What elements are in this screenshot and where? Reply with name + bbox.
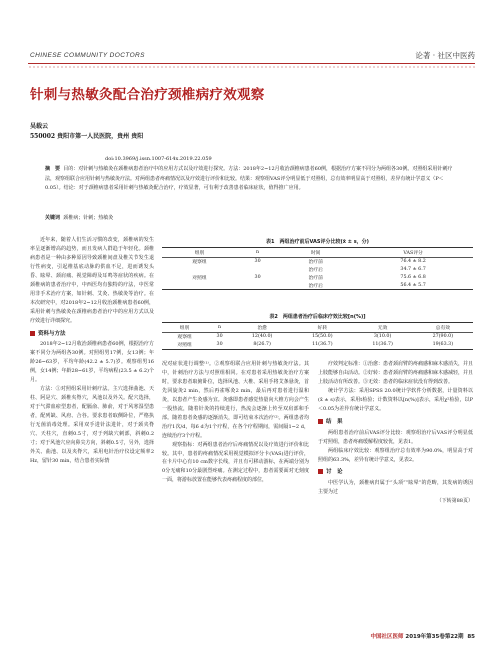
- col2-paragraph-1: 况对症状进行调整⁽¹⁾。②观察组联合应用针刺与热敏灸疗法。其中，针刺治疗方法与对照组相同。在对患者采用热敏灸治疗方案时，要求患者取俯卧位，选择风池、大椎、采用手将艾条悬灸，首先回旋灸2 min，然后再雀啄灸2 min，最后再对患者进行温和灸，以患者产生灸感为宜。灸感即患者感觉热量向大椎方向会产生一股热流，随着针灸的持续进行，热流会逐渐上传至双肩部和手部。随着患者灸感的逐渐消失，即可结束本次治疗⁽²⁾。两组患者均治疗1次/d，每6 d为1个疗程，在各个疗程期间，需间隔1~2 d，连续治疗3个疗程。: [162, 361, 309, 439]
- table-cell: 30: [216, 342, 223, 348]
- table-cell: 11(36.7): [312, 342, 333, 348]
- keywords-label: 关键词: [45, 215, 61, 221]
- table-2: [162, 313, 473, 350]
- abstract: [45, 165, 455, 194]
- column-2: [162, 360, 309, 485]
- table1-header: 时间: [278, 248, 353, 258]
- doi: doi:10.3969/j.issn.1007-614x.2019.22.059: [105, 156, 212, 162]
- section-label: 论著 · 社区中医药: [415, 51, 475, 60]
- table-cell: [162, 266, 237, 274]
- table2-header: 好转: [292, 323, 352, 333]
- table-1-caption: 表1 两组治疗前后VAS评分比较(x̄ ± s，分): [266, 239, 369, 245]
- heading-bullet: [30, 331, 35, 336]
- keywords-text: 颈椎病；针刺；热敏灸: [63, 215, 114, 221]
- abstract-text: 目的：对针刺与热敏灸在颈椎病患者治疗中的应用方式以及疗效进行探究。方法：2018年2~12月收治颈椎病患者60例，根据治疗方案不同分为两组各30例。对照组采用针刺疗法，观察组联合应用针刺与热敏灸疗法。对两组患者疼痛情况以及疗效进行评价和比较。结果：观察组VAS评分明显低于对照组，总有效率明显高于对照组，差异有统计学意义（P＜0.05）。结论：对于颈椎病患者采用针刺与热敏灸配合治疗，疗效显著，可有利于改善患者临床症状，值得推广应用。: [45, 166, 453, 192]
- table-cell: 30: [254, 274, 261, 280]
- table-cell: 治疗后: [308, 283, 323, 289]
- table-cell: 治疗前: [308, 260, 323, 266]
- continued-note: （下转第88页）: [436, 498, 473, 505]
- table-cell: 75.6 ± 6.8: [400, 274, 426, 280]
- author: 吴载云: [30, 123, 49, 130]
- table-cell: 对照组: [192, 275, 207, 281]
- table-1: [162, 238, 473, 290]
- table-cell: 76.4 ± 8.2: [400, 259, 426, 265]
- table-cell: 27(90.0): [432, 334, 454, 340]
- table-cell: 3(10.0): [373, 334, 392, 340]
- table-cell: 12(40.0): [251, 334, 273, 340]
- table-cell: 观察组: [192, 260, 207, 266]
- table-cell: 11(36.7): [372, 342, 393, 348]
- table2-header: 治愈: [232, 323, 292, 333]
- journal-name-en: CHINESE COMMUNITY DOCTORS: [30, 52, 145, 59]
- table-cell: 对照组: [177, 343, 192, 349]
- efficacy-result-paragraph: 两组临床疗效比较：观察组治疗总有效率为90.0%，明显高于对照组的63.3%，差异有统计学意义，见表2。: [318, 447, 473, 463]
- table-cell: [237, 281, 278, 289]
- table2-header: 组别: [162, 323, 207, 333]
- column-1: [30, 236, 154, 466]
- table2-header: 无效: [352, 323, 412, 333]
- stats-paragraph: 统计学方法：采用SPSS 20.0统计学软件分析数据，计量资料以(x̄ ± s)表示，采用t检验；计数资料以[n(%)]表示，采用χ²检验，以P＜0.05为差异有统计学意义。: [318, 387, 473, 412]
- table1-header: n: [237, 248, 278, 258]
- table-2-grid: [162, 322, 473, 350]
- table-row: [162, 341, 473, 349]
- table-cell: 30: [216, 334, 223, 340]
- table-row: [162, 274, 473, 282]
- header-dots: [28, 66, 475, 68]
- abstract-label: 摘 要: [45, 166, 61, 172]
- criteria-paragraph: 疗效判定标准：①治愈：患者颈肩臂的疼痛感和麻木感消失，并且上肢能够自由活动。②好转：患者颈肩臂的疼痛感和麻木感减轻，并且上肢活动有所改善。③无效：患者的临床症状没有得到改善。: [318, 361, 474, 385]
- table-cell: 19(63.3): [432, 342, 454, 348]
- affiliation: 550002 贵阳市第一人民医院，贵州 贵阳: [30, 133, 144, 140]
- discussion-heading: 讨 论: [318, 468, 473, 477]
- table-row: [162, 258, 473, 266]
- table-cell: 15(50.0): [312, 334, 333, 340]
- table-cell: 34.7 ± 6.7: [400, 267, 426, 273]
- table-2-caption: 表2 两组患者治疗后临床疗效比较[n(%)]: [269, 314, 366, 320]
- column-3: [318, 360, 473, 506]
- table-cell: 观察组: [177, 335, 192, 341]
- materials-heading: 资料与方法: [30, 330, 154, 339]
- col2-paragraph-2: 观察指标：对两组患者治疗后疼痛情况以及疗效进行评价和比较。其中，患者的疼痛情况采用视觉模拟评分卡(VAS)进行评价，在卡片中心有10 cm数字长线，并且有可移动游标，在两端分别为0分无痛和10分最剧烈疼痛。在测定过程中，患者需要面对无刻度一面，将游标放置在能够代表疼痛程度的部位，: [162, 441, 309, 484]
- footer-issue: 2019年第35卷第22期: [405, 634, 464, 640]
- table1-header: VAS评分: [353, 248, 473, 258]
- table-row: [162, 333, 473, 341]
- table2-header: 总有效: [413, 323, 473, 333]
- methods-paragraph: 方法：①对照组采用针刺疗法。主穴选择曲池、天柱、阿是穴、颈椎夹脊穴，风池以及外关。配穴选择，对于气滞血瘀型患者，配膈俞、肺俞，对于风寒湿型患者，配列缺、风府、合谷。要求患者取侧卧位，严格执行无菌消毒处理。采用双手进针法进针，对于颈夹脊穴、天柱穴，直刺0.5寸，对于列缺穴刺部，斜刺0.2寸；对于风池穴应向鼻尖方向，斜刺0.5寸，另外，选择外关、曲池、以及夹脊穴，采用电针治疗仪设定频率2 Hz，留针30 min，结合患者实际情: [30, 386, 154, 464]
- table-cell: [237, 266, 278, 274]
- heading-bullet: [318, 419, 323, 424]
- page-number: 85: [467, 634, 475, 640]
- table2-header: n: [207, 323, 232, 333]
- materials-paragraph: 2018年2~12月收治颈椎病患者60例，根据治疗方案不同分为两组各30例。对照组男17例，女13例；年龄26~63岁，平均年龄(42.2 ± 5.7)岁。观察组男16例，女14例；年龄28~61岁，平均病程(23.5 ± 6.2)个月。: [30, 341, 154, 384]
- footer-journal: 中国社区医师: [370, 634, 404, 640]
- table-cell: [162, 281, 237, 289]
- keywords: [45, 214, 113, 221]
- table-cell: 治疗后: [308, 268, 323, 274]
- table-row: [162, 281, 473, 289]
- table1-header: 组别: [162, 248, 237, 258]
- article-title: 针刺与热敏灸配合治疗颈椎病疗效观察: [30, 87, 265, 103]
- heading-bullet: [318, 469, 323, 474]
- table-row: [162, 266, 473, 274]
- table-1-grid: [162, 247, 473, 290]
- results-heading: 结 果: [318, 418, 473, 427]
- discussion-paragraph: 中医学认为，颈椎病归属于“头项”“眩晕”的范畴，其发病的诱因主要为过: [318, 480, 473, 496]
- table-cell: 治疗前: [308, 275, 323, 281]
- page-footer: [370, 632, 475, 640]
- table-cell: 56.4 ± 5.7: [400, 282, 426, 288]
- table-cell: 8(26.7): [253, 342, 271, 348]
- table-cell: 30: [254, 259, 261, 265]
- intro-paragraph: 近年来，随着人们生活习惯的改变，颈椎病的发生率呈逐渐增高的趋势，而且发病人群趋于年轻化。颈椎病患者是一种由多种原因导致颈椎间盘及椎关节发生退行性病变，引起椎基底动脉的供血不足，进而诱发头昏、眩晕、颈肩痛、视觉障碍及耳鸣等症状的疾病。在颈椎病的患者治疗中，中西医均有独特的疗法，中医常用非手术治疗方案，如针刺、艾灸、热敏灸等治疗。在本次研究中，对2018年2~12月收治颈椎病患者60例，采用针刺与热敏灸在颈椎病患者治疗中的应用方式以及疗效进行详细探究。: [30, 237, 154, 324]
- vas-result-paragraph: 两组患者治疗前后VAS评分比较：观察组治疗后VAS评分明显低于对照组，患者疼痛缓解程度较优，见表1。: [318, 429, 473, 445]
- header-rule: [28, 63, 475, 64]
